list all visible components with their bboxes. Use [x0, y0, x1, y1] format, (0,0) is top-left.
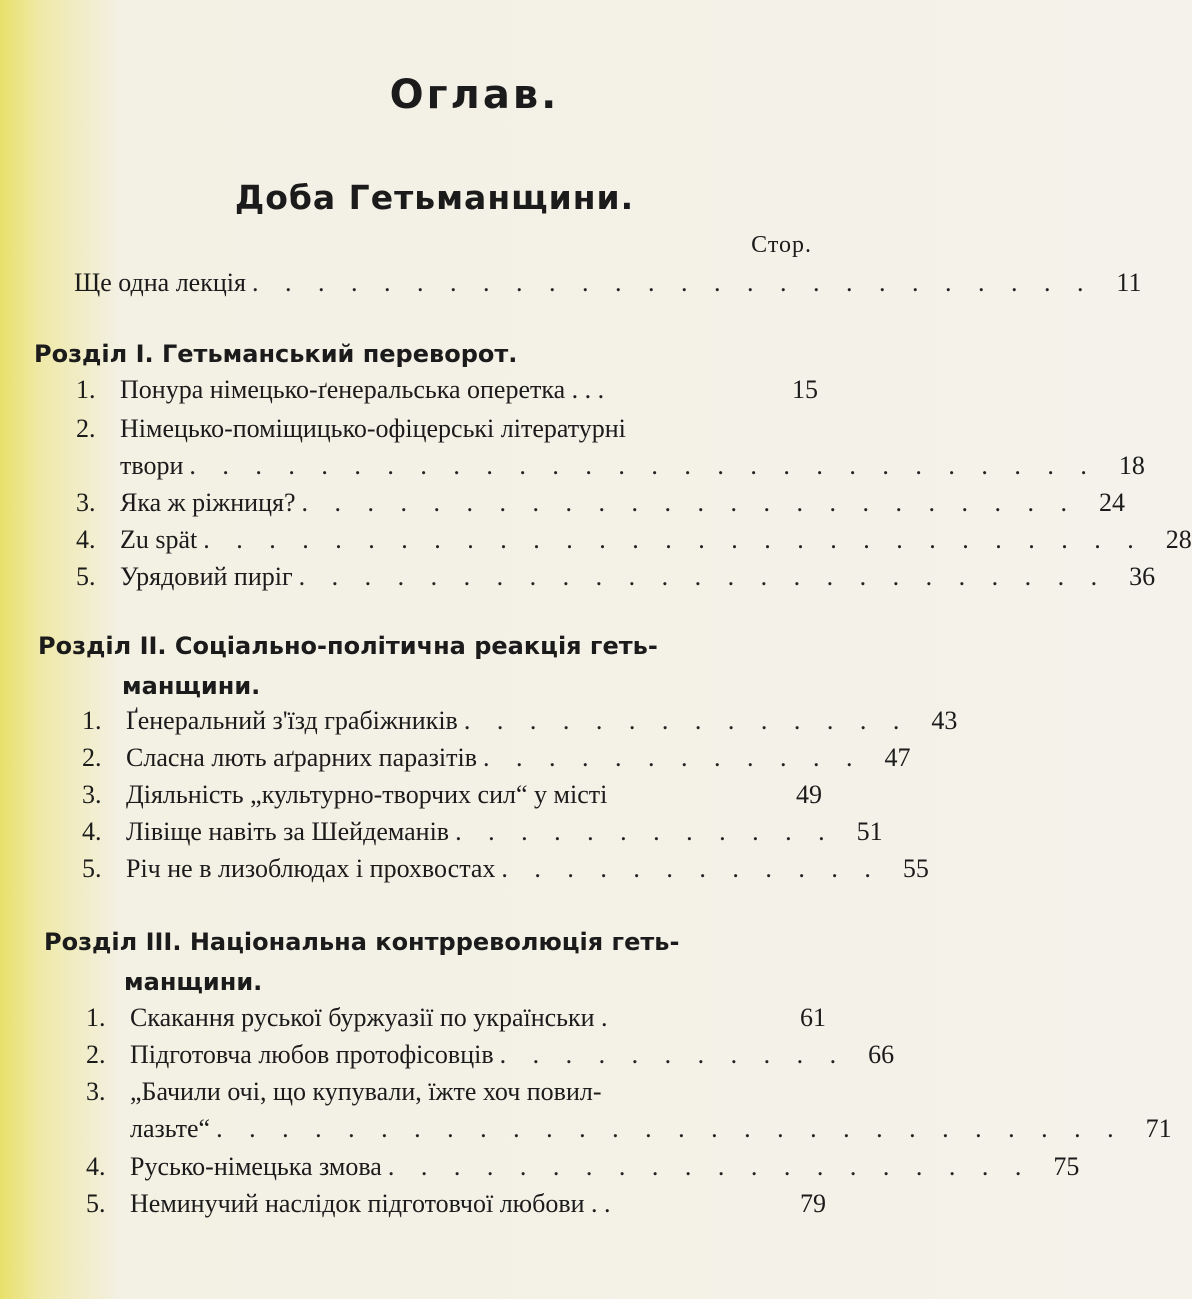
entry-page: 47	[884, 743, 911, 772]
toc-entry	[76, 375, 818, 405]
entry-text: Урядовий пиріг	[120, 562, 293, 591]
entry-text: „Бачили очі, що купували, їжте хоч повил-	[130, 1077, 602, 1106]
section-title: Доба Гетьманщини.	[234, 178, 635, 217]
toc-entry-continued	[120, 451, 1145, 481]
entry-number: 3.	[82, 780, 102, 809]
chapter-title: Розділ III. Національна контрреволюція геть-	[44, 928, 680, 956]
entry-number: 2.	[82, 743, 102, 772]
entry-text: Річ не в лизоблюдах і прохвостах	[126, 854, 496, 883]
toc-entry	[86, 1003, 826, 1033]
entry-number: 5.	[82, 854, 102, 883]
entry-page: 15	[792, 375, 818, 404]
toc-entry	[76, 414, 818, 444]
entry-page: 55	[902, 854, 929, 883]
leader-dots: . . . . . . . . . . . . . . . . . . . . . . . . . . . . .	[203, 525, 1144, 554]
page-column-label: Стор.	[751, 232, 812, 258]
toc-entry	[82, 780, 822, 810]
leader-dots: . . . . . . . . . . . .	[455, 817, 835, 846]
entry-page: 61	[800, 1003, 826, 1032]
entry-page: 36	[1129, 562, 1156, 591]
entry-number: 1.	[76, 375, 96, 404]
entry-text: Яка ж ріжниця?	[120, 488, 296, 517]
entry-text: Неминучий наслідок підготовчої любови . .	[130, 1189, 611, 1218]
entry-page: 79	[800, 1189, 826, 1218]
toc-entry	[76, 562, 1156, 592]
entry-number: 5.	[76, 562, 96, 591]
entry-page: 71	[1145, 1114, 1172, 1143]
entry-number: 2.	[86, 1040, 106, 1069]
entry-text: Німецько-поміщицько-офіцерські літературні	[120, 414, 626, 443]
entry-text-continued: лазьте“	[130, 1114, 211, 1143]
entry-text: Русько-німецька змова	[130, 1152, 382, 1181]
entry-page: 49	[796, 780, 822, 809]
entry-page: 28	[1165, 525, 1192, 554]
toc-entry	[82, 743, 911, 773]
toc-entry	[86, 1152, 1080, 1182]
entry-text: Ґенеральний з'їзд грабіжників	[126, 706, 458, 735]
toc-entry-continued	[130, 1114, 1172, 1144]
entry-page: 24	[1099, 488, 1126, 517]
entry-text: Понура німецько-ґенеральська оперетка . . .	[120, 375, 605, 404]
chapter-title: Розділ II. Соціально-політична реакція геть-	[38, 632, 658, 660]
entry-number: 2.	[76, 414, 96, 443]
leader-dots: . . . . . . . . . . .	[499, 1040, 847, 1069]
entry-text: Лівіще навіть за Шейдеманів	[126, 817, 450, 846]
entry-number: 1.	[82, 706, 102, 735]
toc-entry	[76, 525, 1192, 555]
entry-text: Підготовча любов протофісовців	[130, 1040, 494, 1069]
entry-number: 4.	[86, 1152, 106, 1181]
leader-dots: . . . . . . . . . . . . . . . . . . . .	[387, 1152, 1032, 1181]
leader-dots: . . . . . . . . . . . . . . . . . . . . . . . . . . . .	[216, 1114, 1124, 1143]
entry-page: 43	[931, 706, 958, 735]
entry-text: Сласна лють аґрарних паразітів	[126, 743, 478, 772]
leader-dots: . . . . . . . . . . . . . . . . . . . . . . . . . .	[251, 268, 1094, 297]
entry-number: 5.	[86, 1189, 106, 1218]
entry-page: 66	[868, 1040, 895, 1069]
leader-dots: . . . . . . . . . . . . . . . . . . . . . . . . . . . .	[189, 451, 1097, 480]
page-title: Оглав.	[389, 72, 560, 118]
entry-number: 3.	[76, 488, 96, 517]
chapter-title-continued: манщини.	[124, 968, 263, 996]
chapter-title-continued: манщини.	[122, 672, 261, 700]
leader-dots: . . . . . . . . . . . .	[483, 743, 863, 772]
leader-dots: . . . . . . . . . . . . . .	[463, 706, 910, 735]
entry-page: 75	[1053, 1152, 1080, 1181]
entry-page: 18	[1118, 451, 1145, 480]
leader-dots: . . . . . . . . . . . .	[501, 854, 881, 883]
entry-text: Діяльність „культурно-творчих сил“ у місті	[126, 780, 608, 809]
entry-number: 4.	[76, 525, 96, 554]
entry-text: Ще одна лекція	[74, 268, 246, 297]
toc-entry	[82, 817, 883, 847]
leader-dots: . . . . . . . . . . . . . . . . . . . . . . . . .	[298, 562, 1108, 591]
entry-number: 1.	[86, 1003, 106, 1032]
toc-entry	[82, 706, 958, 736]
entry-text: Zu spät	[120, 525, 198, 554]
leader-dots: . . . . . . . . . . . . . . . . . . . . . . . .	[301, 488, 1078, 517]
toc-entry	[82, 854, 929, 884]
entry-number: 3.	[86, 1077, 106, 1106]
entry-page: 11	[1116, 268, 1142, 297]
toc-entry	[76, 488, 1126, 518]
entry-number: 4.	[82, 817, 102, 846]
entry-text: Скакання руської буржуазії по українськи .	[130, 1003, 608, 1032]
toc-entry	[86, 1040, 895, 1070]
chapter-title: Розділ I. Гетьманський переворот.	[34, 340, 518, 368]
toc-entry	[86, 1189, 826, 1219]
toc-entry-intro	[74, 268, 1142, 298]
toc-entry	[86, 1077, 826, 1107]
entry-page: 51	[856, 817, 883, 846]
entry-text-continued: твори	[120, 451, 184, 480]
